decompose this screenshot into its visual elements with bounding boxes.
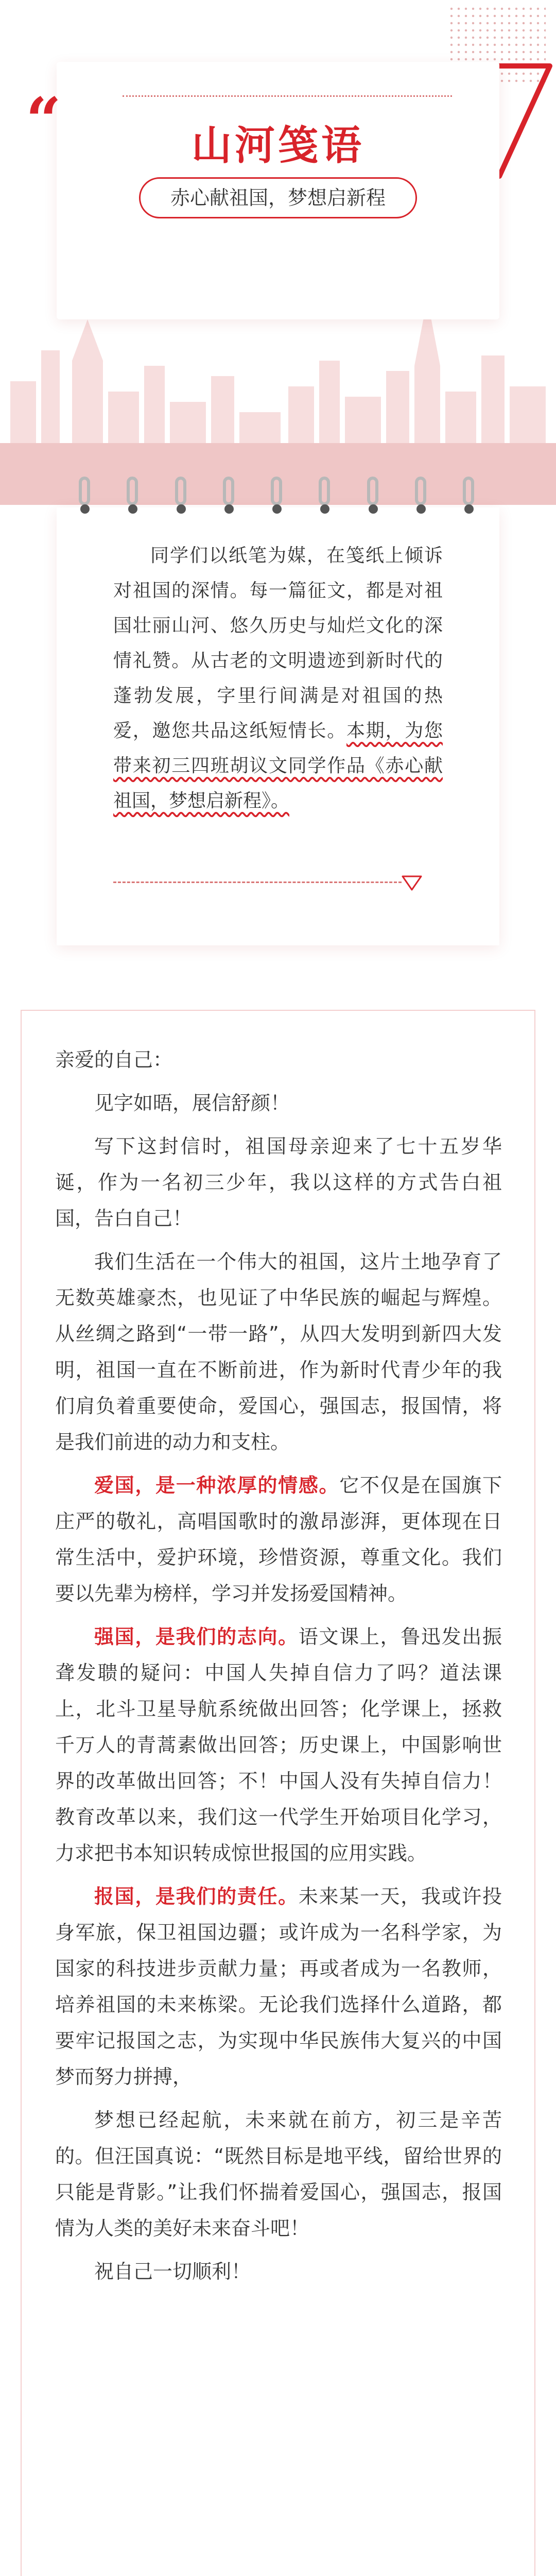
intro-dashed-line [113,882,402,883]
letter-paragraph-5 [55,1619,502,1871]
binder-ring-icon [317,477,335,518]
binder-ring-icon [125,477,143,518]
binder-ring-icon [461,477,479,518]
letter-paragraph-3: 我们生活在一个伟大的祖国，这片土地孕育了无数英雄豪杰，也见证了中华民族的崛起与辉煌。从丝绸之路到“一带一路”，从四大发明到新四大发明，祖国一直在不断前进，作为新时代青少年的我们肩负着重要使命，爱国心，强国志，报国情，将是我们前进的动力和支柱。 [55,1250,502,1453]
letter-greeting: 亲爱的自己： [55,1048,173,1071]
binder-ring-icon [221,477,239,518]
binder-ring-icon [366,477,383,518]
letter-paragraph-6 [55,1878,502,2095]
intro-plain: 同学们以纸笔为媒，在笺纸上倾诉对祖国的深情。每一篇征文，都是对祖国壮丽山河、悠久历史与灿烂文化的深情礼赞。从古老的文明遗迹到新时代的蓬勃发展，字里行间满是对祖国的热爱，邀您共品这纸短情长。 [113,545,443,741]
binder-rings [77,477,479,518]
paragraph-4-body: 它不仅是在国旗下庄严的敬礼，高唱国歌时的激昂澎湃，更体现在日常生活中，爱护环境，珍惜资源，尊重文化。我们要以先辈为榜样，学习并发扬爱国精神。 [55,1474,502,1605]
paragraph-6-heading: 报国，是我们的责任。 [94,1885,299,1908]
letter-paragraph-2: 写下这封信时，祖国母亲迎来了七十五岁华诞，作为一名初三少年，我以这样的方式告白祖国，告白自己！ [55,1135,502,1230]
subtitle-text: 赤心献祖国，梦想启新程 [170,187,386,209]
letter-paragraph-7: 梦想已经起航，未来就在前方，初三是辛苦的。但汪国真说：“既然目标是地平线，留给世界的只能是背影。”让我们怀揣着爱国心，强国志，报国情为人类的美好未来奋斗吧！ [55,2109,502,2240]
binder-ring-icon [77,477,95,518]
subtitle-pill [139,177,417,218]
letter-paragraph-4 [55,1467,502,1612]
letter-paragraph-8: 祝自己一切顺利！ [94,2260,251,2283]
binder-ring-icon [173,477,191,518]
letter-paragraph-1: 见字如晤，展信舒颜！ [94,1092,290,1114]
intro-highlight: 本期，为您带来初三四班胡议文同学作品《赤心献祖国，梦想启新程》。 [113,720,443,811]
binder-ring-icon [413,477,431,518]
paragraph-5-body: 语文课上，鲁迅发出振聋发聩的疑问：中国人失掉自信力了吗？道法课上，北斗卫星导航系统做出回答；化学课上，拯救千万人的青蒿素做出回答；历史课上，中国影响世界的改革做出回答；不！中国人没有失掉自信力！教育改革以来，我们这一代学生开始项目化学习，力求把书本知识转成惊世报国的应用实践。 [55,1625,502,1865]
letter-body [55,1042,502,2297]
paragraph-4-heading: 爱国，是一种浓厚的情感。 [94,1474,340,1497]
intro-card [57,507,499,945]
double-quote-icon: “ [26,84,62,157]
paragraph-5-heading: 强国，是我们的志向。 [94,1625,299,1648]
letter-frame [21,1010,535,2576]
page-title: 山河笺语 [191,123,364,169]
small-triangle-icon [401,874,423,892]
header-dotted-line [123,95,452,97]
paragraph-6-body: 未来某一天，我或许投身军旅，保卫祖国边疆；或许成为一名科学家，为国家的科技进步贡献力量；再或者成为一名教师，培养祖国的未来栋梁。无论我们选择什么道路，都要牢记报国之志，为实现中华民族伟大复兴的中国梦而努力拼搏， [55,1885,502,2088]
intro-text [113,538,443,819]
binder-ring-icon [269,477,287,518]
city-skyline-illustration [0,289,556,505]
